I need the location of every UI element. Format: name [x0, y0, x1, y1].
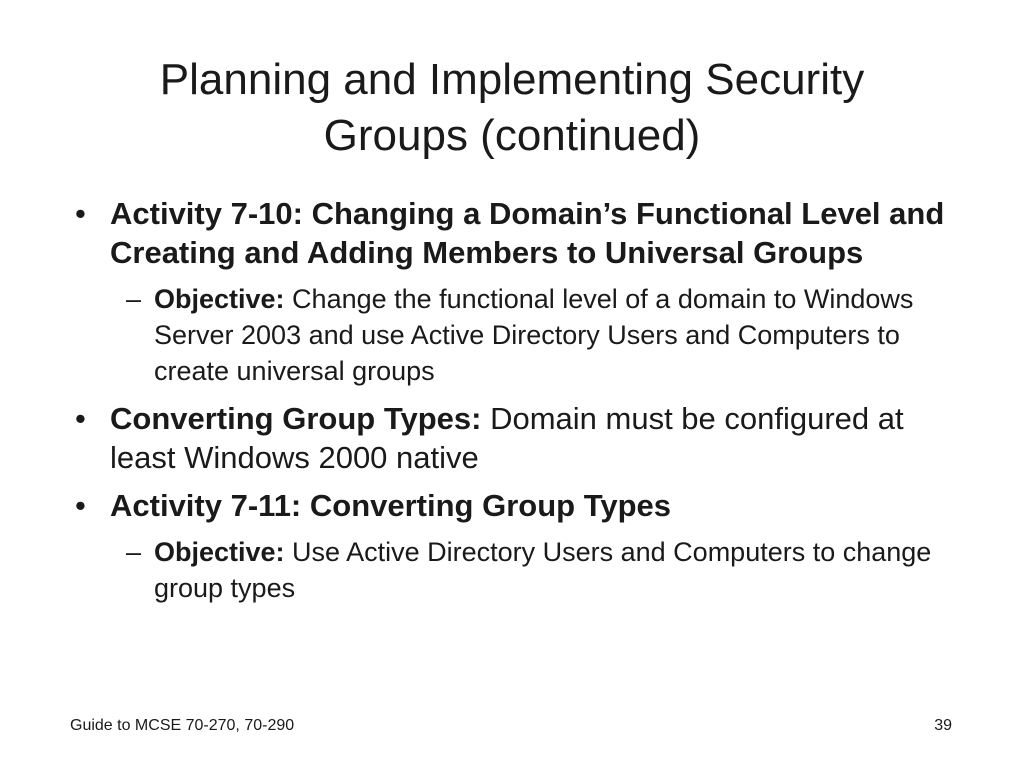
bullet-marker: •: [75, 401, 86, 436]
sub-bullet-text: Change the functional level of a domain to Windows Server 2003 and use Active Directory Users and Computers to create universal groups: [154, 284, 914, 386]
sub-bullet-bold-text: Objective:: [154, 284, 285, 314]
bullet-bold-text: Activity 7-10: Changing a Domain’s Functional Level and Creating and Adding Members to Universal Groups: [110, 196, 945, 270]
bullet-bold-text: Activity 7-11: Converting Group Types: [110, 488, 671, 523]
bullet-bold-text: Converting Group Types:: [110, 401, 482, 436]
sub-bullet-marker: –: [126, 284, 142, 314]
bullet-converting-group-types: [70, 399, 950, 477]
bullet-marker: •: [75, 488, 86, 523]
sub-bullet-objective-7-11: [70, 534, 950, 606]
sub-bullet-bold-text: Objective:: [154, 537, 285, 567]
bullet-activity-7-10: [70, 194, 950, 272]
sub-bullet-text: Use Active Directory Users and Computers to change group types: [154, 537, 932, 603]
sub-bullet-marker: –: [126, 537, 142, 567]
bullet-list: [70, 194, 950, 616]
footer-page-number: 39: [934, 717, 952, 734]
bullet-marker: •: [75, 196, 86, 231]
sub-bullet-objective-7-10: [70, 281, 950, 389]
footer-course-title: Guide to MCSE 70-270, 70-290: [70, 717, 295, 734]
bullet-activity-7-11: [70, 486, 950, 525]
title-line-2: Groups (continued): [323, 111, 701, 160]
bullet-text: Domain must be configured at least Windows 2000 native: [110, 401, 904, 475]
title-line-1: Planning and Implementing Security: [159, 55, 865, 104]
slide-title: [60, 52, 964, 164]
